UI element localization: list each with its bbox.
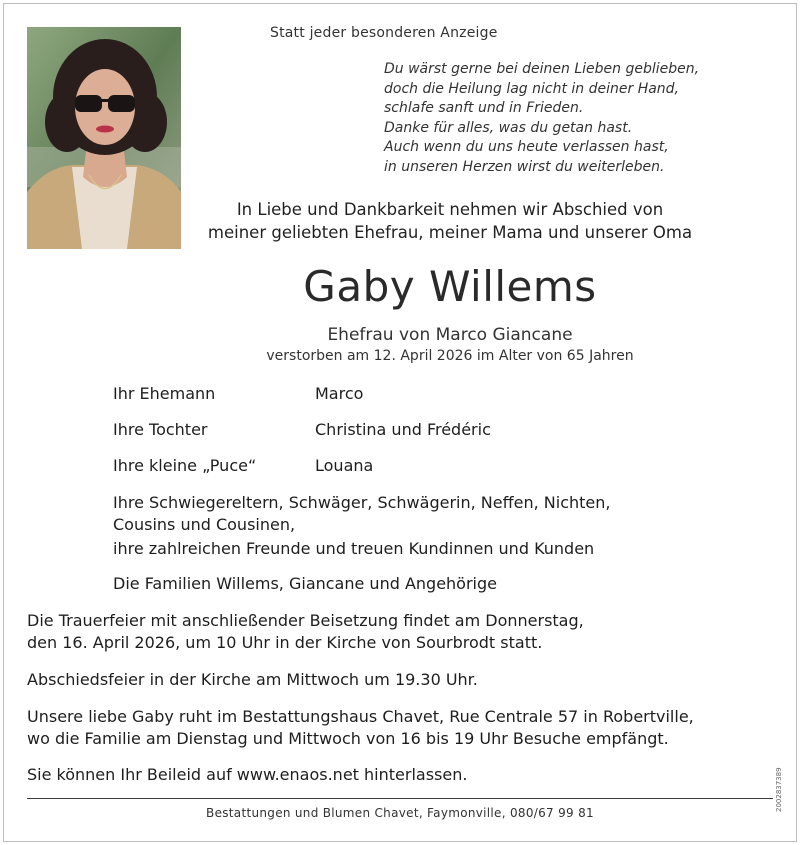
relative-label: Ihr Ehemann [113,384,216,403]
family-line: Cousins und Cousinen, [113,515,296,534]
family-line: Die Familien Willems, Giancane und Angehörige [113,574,497,593]
poem-line: doch die Heilung lag nicht in deiner Hand, [384,80,680,97]
relative-label: Ihre Tochter [113,420,208,439]
poem [384,60,784,178]
deceased-name: Gaby Willems [303,262,597,311]
poem-line: Danke für alles, was du getan hast. [384,119,633,136]
relative-value: Christina und Frédéric [315,420,491,439]
poem-line: schlafe sanft und in Frieden. [384,100,584,117]
ceremony-line: Die Trauerfeier mit anschließender Beisetzung findet am Donnerstag, [27,611,584,630]
top-line: Statt jeder besonderen Anzeige [270,25,498,41]
intro-text [150,198,750,244]
ad-code: 2002837389 [775,767,783,812]
farewell-text: Abschiedsfeier in der Kirche am Mittwoch um 19.30 Uhr. [27,670,478,689]
poem-line: Du wärst gerne bei deinen Lieben geblieben, [384,61,700,77]
intro-line: meiner geliebten Ehefrau, meiner Mama und unserer Oma [207,223,693,242]
relative-label: Ihre kleine „Puce“ [113,456,257,475]
family-line: ihre zahlreichen Freunde und treuen Kundinnen und Kunden [113,539,595,558]
relative-value: Marco [315,384,364,403]
footer-divider [27,798,773,799]
poem-line: in unseren Herzen wirst du weiterleben. [384,158,665,175]
poem-line: Auch wenn du uns heute verlassen hast, [384,139,669,156]
relative-value: Louana [315,456,374,475]
footer-text: Bestattungen und Blumen Chavet, Faymonville, 080/67 99 81 [206,806,594,820]
ceremony-line: den 16. April 2026, um 10 Uhr in der Kirche von Sourbrodt statt. [27,633,543,652]
funeral-home-line: Unsere liebe Gaby ruht im Bestattungshaus Chavet, Rue Centrale 57 in Robertville, [27,707,694,726]
intro-line: In Liebe und Dankbarkeit nehmen wir Abschied von [236,200,664,219]
family-line: Ihre Schwiegereltern, Schwäger, Schwägerin, Neffen, Nichten, [113,493,611,512]
death-line: verstorben am 12. April 2026 im Alter von 65 Jahren [266,348,634,364]
condolence-text: Sie können Ihr Beileid auf www.enaos.net hinterlassen. [27,765,468,784]
spouse-line: Ehefrau von Marco Giancane [327,325,573,345]
funeral-home-line: wo die Familie am Dienstag und Mittwoch von 16 bis 19 Uhr Besuche empfängt. [27,729,669,748]
